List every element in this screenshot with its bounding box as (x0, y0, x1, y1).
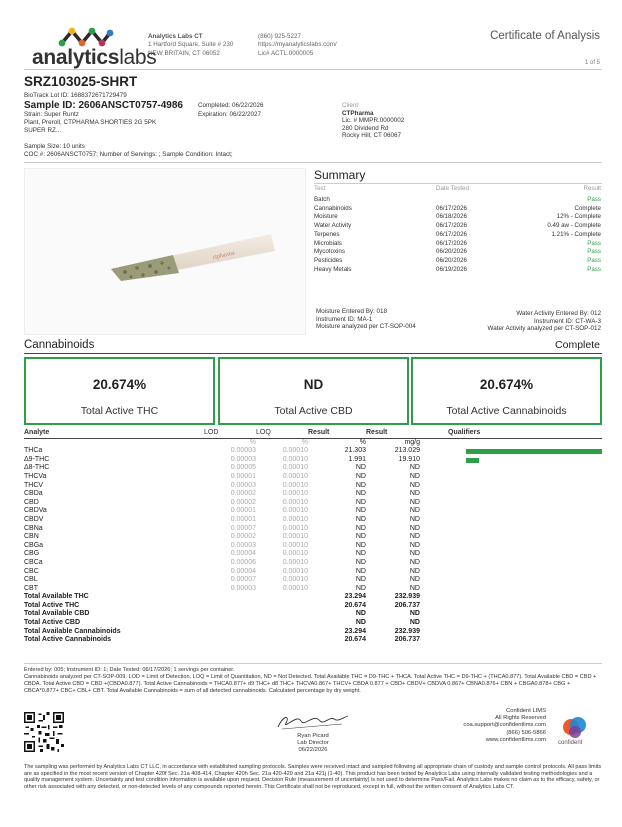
analyte-result-pct: 1.991 (348, 455, 366, 463)
total-qualifier (420, 628, 602, 637)
analyte-loq: 0.00010 (282, 490, 308, 498)
summary-test: Microbials (314, 239, 342, 247)
summary-test: Terpenes (314, 230, 340, 238)
box-value: ND (303, 377, 324, 392)
total-row (24, 619, 602, 628)
analyte-lod: 0.00007 (230, 576, 256, 584)
analyte-qualifier (420, 456, 602, 465)
analyte-qualifier (420, 533, 602, 542)
summary-test: Mycotoxins (314, 248, 345, 256)
summary-date: 06/17/2026 (436, 222, 467, 230)
summary-row (314, 213, 601, 222)
analyte-qualifier (420, 559, 602, 568)
signer-date: 06/22/2026 (298, 747, 328, 753)
summary-test: Cannabinoids (314, 204, 352, 212)
total-name: Total Active THC (24, 601, 80, 609)
analyte-loq: 0.00010 (282, 541, 308, 549)
qualifier-bar (466, 449, 602, 454)
total-lod (204, 602, 256, 611)
analyte-name: THCVa (24, 472, 47, 480)
qr-code-icon[interactable] (24, 712, 64, 752)
summary-date: 06/17/2026 (436, 239, 467, 247)
summary-result: Complete (574, 204, 601, 212)
footer-disclaimer: The sampling was performed by Analytics Labs CT LLC, in accordance with established sampling protocols. Samples were received intact and sampled following all appropriate chain of custody and sample control protocols. All pass limits are as specified in the most recent version of Chapter 420f Sec. 21a 408-414, Chapter 420h Sec. 21a 420-429 and 21a 421j (1-40). This product has been tested by Analytics Labs using internally validated testing methodologies and a quality management system. Uncertainty and test condition information is available upon request. Decision Rule (measurement of uncertainty) is not used to determine Pass/Fail. Analytics Labs makes no claim as to the efficacy, safety, or other risk associated with any detected, or non-detected levels of any compounds reported herein. This Certificate shall not be reproduced, except in full, without the written consent of Analytics Labs CT. (24, 764, 602, 790)
sample-id: Sample ID: 2606ANSCT0757-4986 (24, 100, 183, 111)
summary-result: Pass (587, 196, 601, 203)
sample-size: Sample Size: 10 units (24, 143, 85, 150)
summary-title: Summary (314, 168, 366, 182)
table-row (24, 473, 602, 482)
total-loq (256, 619, 308, 628)
total-result-pct: ND (355, 610, 366, 618)
summary-date: 06/17/2026 (436, 230, 467, 238)
analyte-result-mg: ND (409, 584, 420, 592)
moisture-sop: Moisture analyzed per CT-SOP-004 (316, 323, 416, 331)
analyte-loq: 0.00010 (282, 481, 308, 489)
moisture-instrument: Instrument ID: MA-1 (316, 315, 373, 323)
analyte-lod: 0.00001 (230, 472, 256, 480)
table-row (24, 542, 602, 551)
confident-wordmark: confident (558, 740, 583, 746)
signer-block (292, 733, 334, 754)
total-row (24, 593, 602, 602)
analyte-result-pct: ND (355, 464, 366, 472)
table-row (24, 499, 602, 508)
analyte-lod: 0.00003 (230, 447, 256, 455)
cannabinoids-status: Complete (555, 339, 600, 351)
lab-license: Lic# ACTL.0000005 (258, 49, 314, 57)
analyte-loq: 0.00010 (282, 498, 308, 506)
total-row (24, 602, 602, 611)
total-row (24, 610, 602, 619)
analyte-name: CBDVa (24, 507, 47, 515)
analyte-name: CBDV (24, 515, 44, 523)
total-result-mg: 206.737 (394, 601, 420, 609)
table-row (24, 585, 602, 594)
analyte-qualifier (420, 482, 602, 491)
expiration-date: Expiration: 06/22/2027 (198, 111, 262, 118)
analyte-lod: 0.00006 (230, 558, 256, 566)
analyte-qualifier (420, 576, 602, 585)
table-row (24, 576, 602, 585)
analyte-loq: 0.00010 (282, 464, 308, 472)
analyte-result-mg: 213.029 (394, 447, 420, 455)
analyte-lod: 0.00001 (230, 507, 256, 515)
table-row (24, 456, 602, 465)
total-name: Total Active CBD (24, 619, 81, 627)
summary-row (314, 231, 601, 240)
analyte-result-mg: ND (409, 515, 420, 523)
total-row (24, 628, 602, 637)
analyte-result-pct: ND (355, 541, 366, 549)
box-label: Total Active Cannabinoids (446, 405, 567, 417)
summary-row (314, 222, 601, 231)
box-value: 20.674% (479, 377, 534, 392)
analyte-name: CBN (24, 533, 39, 541)
analyte-qualifier (420, 490, 602, 499)
total-name: Total Available Cannabinoids (24, 627, 121, 635)
unit-lod: % (249, 438, 256, 446)
total-qualifier (420, 593, 602, 602)
box-label: Total Active THC (80, 405, 159, 417)
analyte-name: CBDa (24, 490, 43, 498)
batch-code: SRZ103025-SHRT (24, 74, 138, 89)
analyte-result-mg: ND (409, 550, 420, 558)
analyte-name: Δ9-THC (24, 455, 50, 463)
analyte-result-mg: ND (409, 558, 420, 566)
moisture-entered: Moisture Entered By: 018 (316, 308, 388, 315)
summary-result: Pass (587, 239, 601, 247)
lab-phone: (860) 925-5227 (258, 33, 302, 40)
lab-info (148, 33, 233, 58)
summary-col-date: Date Tested (436, 185, 469, 192)
total-loq (256, 628, 308, 637)
analyte-qualifier (420, 473, 602, 482)
table-row (24, 559, 602, 568)
summary-row (314, 248, 601, 257)
analyte-loq: 0.00010 (282, 472, 308, 480)
analyte-result-mg: ND (409, 507, 420, 515)
summary-result: 0.49 aw - Complete (547, 222, 601, 230)
total-active-cbd-box (218, 357, 409, 425)
analyte-result-pct: ND (355, 498, 366, 506)
analyte-result-pct: ND (355, 576, 366, 584)
water-activity-info (487, 310, 601, 333)
total-qualifier (420, 619, 602, 628)
analyte-qualifier (420, 507, 602, 516)
table-row (24, 490, 602, 499)
cannabinoid-rows (24, 438, 602, 645)
total-result-pct: ND (355, 619, 366, 627)
lims-name: Confident LIMS (506, 708, 546, 714)
lab-address2: NEW BRITAIN, CT 06052 (148, 49, 220, 57)
summary-row (314, 266, 601, 275)
summary-date: 06/20/2026 (436, 256, 467, 264)
total-qualifier (420, 610, 602, 619)
analyte-result-mg: ND (409, 481, 420, 489)
analyte-result-pct: ND (355, 550, 366, 558)
notes-line2: Cannabinoids analyzed per CT-SOP-009. LOD = Limit of Detection, LOQ = Limit of Quantitation, ND = Not Detected. Total Available THC = D9-THC + THCA. Total Active THC = D9-THC + (THCA0.877). Total Available CBD = CBD + CBDA. Total Active CBD = CBD +(CBDA0.877). Total Active Cannabinoids = THCA0.877+ d9 THC+ d8 THC+ THCVA0.867+ THCV+ CBDA 0.877 + CBD+ CBDV+ CBDVA 0.867+ CBNA0.876+ CBN + CBGA0.878+ CBG + CBCA*0.877+ CBC+ CBL+ CBT. Total Available Cannabinoids = sum of all detected cannabinoids. Calculated percentage by dry weight. (24, 673, 597, 694)
col-qualifiers: Qualifiers (448, 429, 481, 436)
analyte-loq: 0.00010 (282, 447, 308, 455)
summary-row (314, 257, 601, 266)
method-notes (24, 667, 604, 695)
analyte-loq: 0.00010 (282, 533, 308, 541)
total-name: Total Available THC (24, 593, 89, 601)
lims-phone: (866) 506-5866 (506, 729, 546, 736)
analyte-result-pct: ND (355, 490, 366, 498)
matrix: Plant, Preroll, CTPHARMA SHORTIES 2G 5PK (24, 119, 157, 126)
lab-name: Analytics Labs CT (148, 33, 203, 40)
total-name: Total Active Cannabinoids (24, 636, 112, 644)
total-result-mg: ND (409, 619, 420, 627)
lab-contact (258, 33, 337, 58)
summary-divider (314, 183, 602, 184)
total-name: Total Available CBD (24, 610, 90, 618)
analyte-lod: 0.00003 (230, 584, 256, 592)
analyte-result-pct: ND (355, 524, 366, 532)
total-lod (204, 636, 256, 645)
analyte-result-mg: ND (409, 541, 420, 549)
total-result-mg: 232.939 (394, 593, 420, 601)
table-row (24, 550, 602, 559)
total-loq (256, 602, 308, 611)
biotrack-id: BioTrack Lot ID: 1688372671729479 (24, 92, 127, 99)
col-loq: LOQ (256, 429, 271, 436)
analyte-result-pct: ND (355, 584, 366, 592)
analyte-loq: 0.00010 (282, 524, 308, 532)
analyte-result-mg: ND (409, 524, 420, 532)
analyte-qualifier (420, 516, 602, 525)
analyte-result-mg: ND (409, 533, 420, 541)
summary-date: 06/18/2026 (436, 213, 467, 221)
lims-rights: All Rights Reserved (495, 715, 546, 722)
cannabinoids-title: Cannabinoids (24, 339, 95, 351)
analyte-name: CBGa (24, 541, 44, 549)
analyte-result-pct: ND (355, 567, 366, 575)
total-lod (204, 628, 256, 637)
client-name: CTPharma (342, 109, 374, 117)
summary-date: 06/19/2026 (436, 265, 467, 273)
summary-test: Heavy Metals (314, 265, 352, 273)
table-row (24, 525, 602, 534)
analyte-lod: 0.00004 (230, 550, 256, 558)
table-row (24, 464, 602, 473)
page-number: 1 of 5 (584, 60, 600, 66)
total-loq (256, 636, 308, 645)
analyte-result-mg: 19.910 (398, 455, 420, 463)
analyte-lod: 0.00002 (230, 533, 256, 541)
analyte-name: CBC (24, 567, 39, 575)
sample-divider (24, 162, 602, 163)
summary-row (314, 205, 601, 214)
signature-image (272, 710, 352, 734)
analyte-loq: 0.00010 (282, 567, 308, 575)
analyte-lod: 0.00002 (230, 498, 256, 506)
strain: Strain: Super Runtz (24, 111, 79, 118)
summary-test: Moisture (314, 213, 338, 221)
client-address2: Rocky Hill, CT 06067 (342, 132, 402, 140)
summary-test: Pesticides (314, 256, 343, 264)
summary-test: Water Activity (314, 222, 352, 230)
analyte-lod: 0.00002 (230, 490, 256, 498)
analyte-qualifier (420, 585, 602, 594)
summary-result: Pass (587, 248, 601, 256)
total-result-mg: 206.737 (394, 636, 420, 644)
analyte-name: CBT (24, 584, 38, 592)
analyte-qualifier (420, 464, 602, 473)
summary-date: 06/20/2026 (436, 248, 467, 256)
analyte-lod: 0.00003 (230, 481, 256, 489)
wa-instrument: Instrument ID: CT-WA-3 (534, 317, 601, 325)
unit-loq: % (301, 438, 308, 446)
cannabinoids-divider (24, 353, 602, 354)
col-result-pct: Result (308, 429, 330, 436)
col-result-mg: Result (366, 429, 388, 436)
summary-row (314, 196, 601, 205)
analyte-loq: 0.00010 (282, 507, 308, 515)
analyte-loq: 0.00010 (282, 515, 308, 523)
analyte-result-mg: ND (409, 576, 420, 584)
analyte-lod: 0.00007 (230, 524, 256, 532)
analyte-loq: 0.00010 (282, 584, 308, 592)
table-row (24, 507, 602, 516)
analyte-name: CBD (24, 498, 39, 506)
analyte-qualifier (420, 499, 602, 508)
client-address1: 280 Dividend Rd (342, 124, 389, 132)
lims-email[interactable]: coa.support@confidentlims.com (463, 722, 546, 729)
analyte-name: Δ8-THC (24, 464, 50, 472)
total-loq (256, 593, 308, 602)
total-lod (204, 610, 256, 619)
analyte-lod: 0.00001 (230, 515, 256, 523)
analyte-loq: 0.00010 (282, 455, 308, 463)
summary-row (314, 240, 601, 249)
summary-result: Pass (587, 256, 601, 264)
product-name: SUPER RZ... (24, 127, 62, 134)
signer-title: Lab Director (297, 740, 329, 746)
total-result-mg: 232.939 (394, 627, 420, 635)
summary-date: 06/17/2026 (436, 204, 467, 212)
analyte-result-mg: ND (409, 498, 420, 506)
lims-site[interactable]: www.confidentlims.com (485, 736, 546, 743)
notes-line1: Entered by: 005; Instrument ID: 1; Date Tested: 06/17/2026; 1 servings per container. (24, 667, 235, 673)
analyte-qualifier (420, 568, 602, 577)
analyte-loq: 0.00010 (282, 558, 308, 566)
total-result-mg: ND (409, 610, 420, 618)
analyte-loq: 0.00010 (282, 576, 308, 584)
box-value: 20.674% (92, 377, 147, 392)
client-license: Lic. # MMPR.0000002 (342, 117, 405, 125)
cannabinoid-table (24, 429, 602, 645)
analyte-name: CBG (24, 550, 40, 558)
analyte-name: CBCa (24, 558, 43, 566)
summary-test: Batch (314, 196, 330, 203)
moisture-info (316, 308, 416, 331)
total-row (24, 636, 602, 645)
analyte-name: THCV (24, 481, 44, 489)
completed-date: Completed: 06/22/2026 (198, 102, 264, 109)
wa-entered: Water Activity Entered By: 012 (516, 310, 601, 317)
total-result-pct: 23.294 (344, 627, 366, 635)
analyte-result-mg: ND (409, 567, 420, 575)
analyte-name: THCa (24, 447, 43, 455)
analyte-name: CBL (24, 576, 38, 584)
total-lod (204, 593, 256, 602)
analyte-lod: 0.00003 (230, 455, 256, 463)
svg-text:ctpharma: ctpharma (212, 250, 236, 261)
header-divider (24, 69, 602, 70)
analyte-name: CBNa (24, 524, 43, 532)
analyte-result-mg: ND (409, 472, 420, 480)
analyte-result-pct: 21.303 (344, 447, 366, 455)
unit-result-pct: % (359, 438, 366, 446)
table-row (24, 533, 602, 542)
analyte-result-pct: ND (355, 558, 366, 566)
analyte-result-pct: ND (355, 533, 366, 541)
summary-result: Pass (587, 265, 601, 273)
summary-result: 1.21% - Complete (551, 230, 601, 238)
table-row (24, 482, 602, 491)
table-row (24, 516, 602, 525)
total-qualifier (420, 636, 602, 645)
total-result-pct: 20.674 (344, 601, 366, 609)
lab-website[interactable]: https://myanalyticslabs.com/ (258, 41, 337, 49)
col-lod: LOD (204, 429, 219, 436)
table-bottom-divider (24, 663, 602, 664)
document-title: Certificate of Analysis (490, 30, 600, 42)
analyte-result-pct: ND (355, 507, 366, 515)
analyte-qualifier (420, 550, 602, 559)
confident-logo-icon (562, 714, 588, 740)
signer-name: Ryan Picard (297, 733, 329, 739)
total-qualifier (420, 602, 602, 611)
analyte-result-pct: ND (355, 481, 366, 489)
logo-mark-icon (58, 25, 114, 47)
analyte-lod: 0.00004 (230, 567, 256, 575)
preroll-image (25, 169, 305, 334)
total-result-pct: 20.674 (344, 636, 366, 644)
summary-col-test: Test (314, 185, 326, 192)
summary-result: 12% - Complete (556, 213, 601, 221)
box-label: Total Active CBD (274, 405, 353, 417)
total-active-thc-box (24, 357, 215, 425)
analyte-result-mg: ND (409, 464, 420, 472)
wa-sop: Water Activity analyzed per CT-SOP-012 (487, 325, 601, 333)
total-result-pct: 23.294 (344, 593, 366, 601)
summary-col-result: Result (583, 185, 601, 192)
product-photo (24, 168, 306, 335)
analyte-result-pct: ND (355, 515, 366, 523)
qualifier-bar (466, 458, 479, 463)
coc-info: COC #: 2606ANSCT0757; Number of Servings: ; Sample Condition: Intact; (24, 151, 233, 158)
unit-result-mg: mg/g (404, 438, 420, 446)
col-analyte: Analyte (24, 429, 50, 436)
lab-address1: 1 Hartford Square, Suite # 230 (148, 41, 234, 49)
analyte-lod: 0.00003 (230, 541, 256, 549)
client-label: Client (342, 102, 359, 109)
logo-wordmark: analyticslabs (32, 46, 157, 69)
total-active-cannabinoids-box (411, 357, 602, 425)
total-loq (256, 610, 308, 619)
analyte-result-pct: ND (355, 472, 366, 480)
analyte-loq: 0.00010 (282, 550, 308, 558)
analyte-result-mg: ND (409, 490, 420, 498)
lims-info (463, 708, 546, 744)
analyte-lod: 0.00005 (230, 464, 256, 472)
total-lod (204, 619, 256, 628)
analyte-qualifier (420, 542, 602, 551)
analyte-qualifier (420, 525, 602, 534)
table-row (24, 568, 602, 577)
client-info (342, 102, 404, 140)
